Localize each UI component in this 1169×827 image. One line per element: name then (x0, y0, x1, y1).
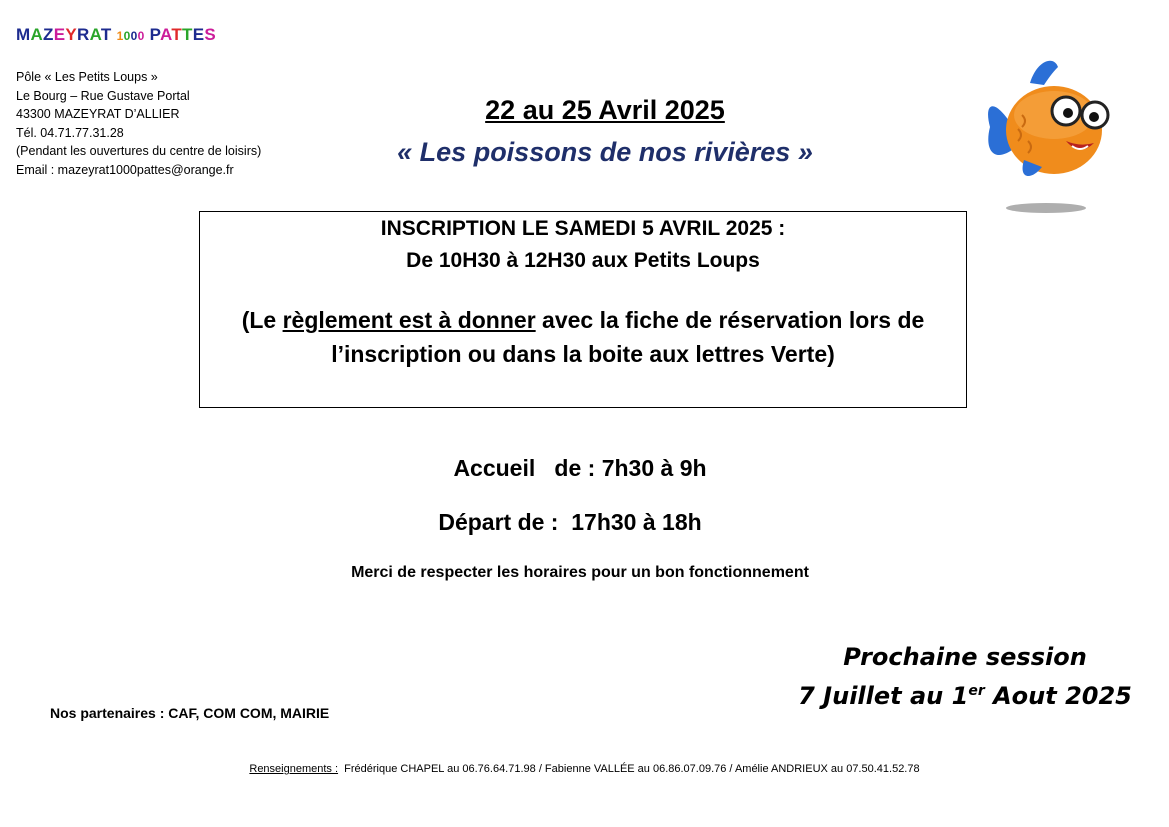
schedule-reminder: Merci de respecter les horaires pour un bon fonctionnement (351, 564, 809, 581)
brand-letter: M (16, 25, 31, 44)
inscription-date: INSCRIPTION LE SAMEDI 5 AVRIL 2025 : (380, 217, 786, 240)
departure-hours: Départ de : 17h30 à 18h (438, 509, 702, 535)
email-line: Email : mazeyrat1000pattes@orange.fr (16, 162, 234, 177)
inscription-hours: De 10H30 à 12H30 aux Petits Loups (406, 249, 760, 272)
address-note: (Pendant les ouvertures du centre de loisirs) (16, 144, 262, 158)
brand-letter: Z (43, 25, 54, 44)
brand-letter: P (149, 25, 160, 44)
brand-letter: A (89, 25, 101, 44)
note-text: (Le (241, 307, 283, 333)
brand-letter: T (182, 25, 193, 44)
address-line: Pôle « Les Petits Loups » (16, 70, 158, 84)
inscription-box (199, 211, 967, 408)
brand-logo-text (16, 25, 216, 45)
next-session-label: Prochaine session (843, 643, 1087, 671)
brand-letter: S (204, 25, 216, 44)
brand-letter: 0 (130, 29, 138, 43)
next-session-dates (770, 682, 1160, 710)
next-dates-text: 7 Juillet au 1 (798, 682, 969, 710)
next-dates-sup: er (968, 683, 985, 699)
footer-contacts: Frédérique CHAPEL au 06.76.64.71.98 / Fabienne VALLÉE au 06.86.07.09.76 / Amélie ANDRIEUX au 07.50.41.52.78 (338, 763, 920, 775)
brand-letter: 1 (116, 29, 124, 43)
next-dates-text: Aout 2025 (984, 682, 1132, 710)
note-emphasis: règlement est à donner (282, 307, 536, 333)
event-theme-title: « Les poissons de nos rivières » (397, 137, 813, 167)
address-line: Le Bourg – Rue Gustave Portal (16, 88, 190, 103)
brand-letter: Y (65, 25, 78, 44)
note-text: l’inscription ou dans la boite aux lettres Verte) (331, 341, 835, 367)
contact-footer (0, 763, 1169, 775)
arrival-hours: Accueil de : 7h30 à 9h (453, 455, 707, 481)
address-line: 43300 MAZEYRAT D’ALLIER (16, 107, 180, 121)
fish-with-glasses-icon (982, 55, 1117, 220)
brand-letter: T (100, 25, 112, 44)
event-dates-title: 22 au 25 Avril 2025 (485, 95, 725, 125)
brand-letter: A (30, 25, 44, 44)
brand-letter: R (77, 25, 90, 44)
phone-line: Tél. 04.71.77.31.28 (16, 125, 124, 140)
brand-letter: E (192, 25, 205, 44)
address-block (16, 68, 261, 179)
brand-letter: T (171, 25, 183, 44)
brand-letter: 0 (137, 29, 145, 43)
note-text: avec la fiche de réservation lors de (535, 307, 925, 333)
inscription-payment-note (200, 303, 966, 371)
brand-letter: E (53, 25, 66, 44)
brand-letter: 0 (123, 29, 131, 43)
footer-label: Renseignements : (249, 763, 339, 775)
brand-letter: A (160, 25, 172, 44)
partners-line: Nos partenaires : CAF, COM COM, MAIRIE (50, 705, 330, 721)
